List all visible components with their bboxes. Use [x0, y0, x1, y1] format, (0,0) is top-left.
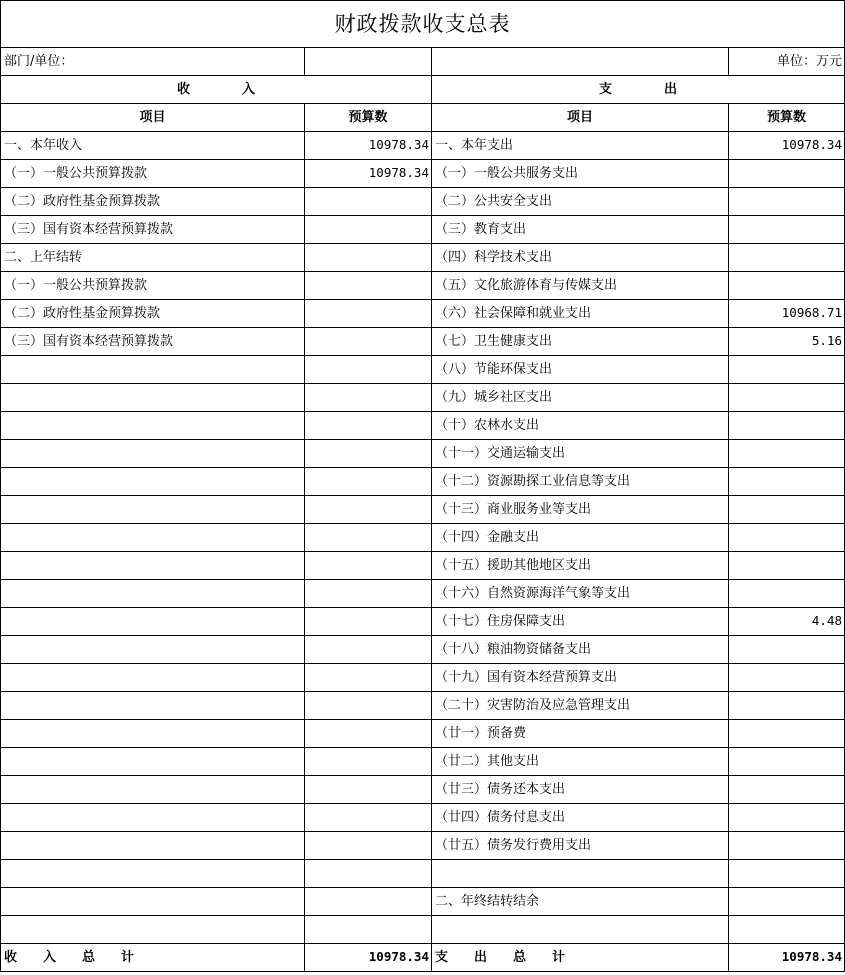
table-row	[1, 356, 845, 384]
income-item-cell	[1, 580, 305, 608]
expense-value-cell	[729, 216, 845, 244]
expense-item-cell: （廿一）预备费	[432, 720, 729, 748]
expense-value-cell	[729, 636, 845, 664]
expense-value-cell	[729, 552, 845, 580]
expense-value-cell	[729, 832, 845, 860]
income-item-cell	[1, 916, 305, 944]
income-item-cell	[1, 384, 305, 412]
expense-total-value: 10978.34	[729, 944, 845, 972]
income-value-cell: 10978.34	[305, 132, 432, 160]
income-value-cell: 10978.34	[305, 160, 432, 188]
expense-item-cell: （廿五）债务发行费用支出	[432, 832, 729, 860]
income-value-cell	[305, 496, 432, 524]
table-row	[1, 524, 845, 552]
expense-item-cell: （十九）国有资本经营预算支出	[432, 664, 729, 692]
income-budget-column-header: 预算数	[305, 104, 432, 132]
expense-item-cell: （十二）资源勘探工业信息等支出	[432, 468, 729, 496]
expense-item-cell: （二）公共安全支出	[432, 188, 729, 216]
expense-item-cell: （十七）住房保障支出	[432, 608, 729, 636]
expense-value-cell: 10968.71	[729, 300, 845, 328]
income-item-cell: （一）一般公共预算拨款	[1, 272, 305, 300]
expense-item-cell: （廿三）债务还本支出	[432, 776, 729, 804]
income-item-cell: （二）政府性基金预算拨款	[1, 300, 305, 328]
income-item-cell	[1, 748, 305, 776]
expense-item-cell: （五）文化旅游体育与传媒支出	[432, 272, 729, 300]
expense-item-cell: （十八）粮油物资储备支出	[432, 636, 729, 664]
expense-value-cell: 5.16	[729, 328, 845, 356]
table-row	[1, 384, 845, 412]
expense-value-cell: 10978.34	[729, 132, 845, 160]
expense-item-column-header: 项目	[432, 104, 729, 132]
expense-item-cell: （九）城乡社区支出	[432, 384, 729, 412]
income-item-cell: （三）国有资本经营预算拨款	[1, 216, 305, 244]
income-value-cell	[305, 244, 432, 272]
income-item-cell: （三）国有资本经营预算拨款	[1, 328, 305, 356]
table-row	[1, 160, 845, 188]
income-item-cell	[1, 356, 305, 384]
income-value-cell	[305, 776, 432, 804]
table-row	[1, 188, 845, 216]
expense-section-header: 支 出	[432, 76, 845, 104]
dept-label: 部门/单位：	[1, 48, 305, 76]
income-item-cell	[1, 664, 305, 692]
income-value-cell	[305, 412, 432, 440]
table-row	[1, 692, 845, 720]
income-item-cell: 二、上年结转	[1, 244, 305, 272]
income-value-cell	[305, 608, 432, 636]
income-item-cell	[1, 636, 305, 664]
totals-row	[1, 944, 845, 972]
expense-item-cell	[432, 860, 729, 888]
expense-value-cell	[729, 580, 845, 608]
income-item-cell	[1, 496, 305, 524]
income-value-cell	[305, 188, 432, 216]
expense-item-cell: （十四）金融支出	[432, 524, 729, 552]
expense-item-cell: 二、年终结转结余	[432, 888, 729, 916]
expense-item-cell: （四）科学技术支出	[432, 244, 729, 272]
expense-item-cell: （一）一般公共服务支出	[432, 160, 729, 188]
income-item-cell: （二）政府性基金预算拨款	[1, 188, 305, 216]
table-row	[1, 552, 845, 580]
expense-value-cell	[729, 776, 845, 804]
income-value-cell	[305, 832, 432, 860]
expense-item-cell: 一、本年支出	[432, 132, 729, 160]
expense-value-cell	[729, 664, 845, 692]
table-row	[1, 580, 845, 608]
expense-budget-column-header: 预算数	[729, 104, 845, 132]
income-item-cell	[1, 804, 305, 832]
table-row	[1, 916, 845, 944]
table-row	[1, 328, 845, 356]
expense-item-cell: （十五）援助其他地区支出	[432, 552, 729, 580]
expense-value-cell	[729, 692, 845, 720]
income-value-cell	[305, 720, 432, 748]
expense-value-cell: 4.48	[729, 608, 845, 636]
expense-total-label: 支 出 总 计	[432, 944, 729, 972]
expense-value-cell	[729, 160, 845, 188]
income-value-cell	[305, 300, 432, 328]
expense-item-cell: （六）社会保障和就业支出	[432, 300, 729, 328]
expense-item-cell: （十）农林水支出	[432, 412, 729, 440]
income-section-header: 收 入	[1, 76, 432, 104]
income-value-cell	[305, 636, 432, 664]
expense-value-cell	[729, 440, 845, 468]
expense-item-cell: （七）卫生健康支出	[432, 328, 729, 356]
table-row	[1, 496, 845, 524]
table-row	[1, 468, 845, 496]
table-row	[1, 888, 845, 916]
expense-value-cell	[729, 888, 845, 916]
income-value-cell	[305, 272, 432, 300]
table-row	[1, 300, 845, 328]
income-item-cell	[1, 552, 305, 580]
expense-item-cell	[432, 916, 729, 944]
table-row	[1, 216, 845, 244]
table-row	[1, 272, 845, 300]
income-value-cell	[305, 692, 432, 720]
table-row	[1, 860, 845, 888]
table-row	[1, 244, 845, 272]
income-item-cell	[1, 524, 305, 552]
income-value-cell	[305, 888, 432, 916]
expense-value-cell	[729, 244, 845, 272]
expense-value-cell	[729, 804, 845, 832]
table-row	[1, 748, 845, 776]
income-item-cell	[1, 412, 305, 440]
expense-item-cell: （三）教育支出	[432, 216, 729, 244]
income-value-cell	[305, 524, 432, 552]
income-item-cell	[1, 860, 305, 888]
expense-item-cell: （八）节能环保支出	[432, 356, 729, 384]
income-item-cell	[1, 468, 305, 496]
income-value-cell	[305, 804, 432, 832]
income-item-cell	[1, 440, 305, 468]
income-value-cell	[305, 216, 432, 244]
expense-item-cell: （廿二）其他支出	[432, 748, 729, 776]
blank-cell	[432, 48, 729, 76]
expense-item-cell: （十三）商业服务业等支出	[432, 496, 729, 524]
expense-item-cell: （十一）交通运输支出	[432, 440, 729, 468]
income-value-cell	[305, 468, 432, 496]
income-total-value: 10978.34	[305, 944, 432, 972]
income-value-cell	[305, 384, 432, 412]
income-item-cell	[1, 832, 305, 860]
expense-item-cell: （廿四）债务付息支出	[432, 804, 729, 832]
expense-item-cell: （二十）灾害防治及应急管理支出	[432, 692, 729, 720]
page-title: 财政拨款收支总表	[1, 1, 845, 48]
table-row	[1, 636, 845, 664]
table-row	[1, 412, 845, 440]
income-value-cell	[305, 748, 432, 776]
table-row	[1, 832, 845, 860]
income-item-cell: 一、本年收入	[1, 132, 305, 160]
expense-value-cell	[729, 412, 845, 440]
expense-value-cell	[729, 272, 845, 300]
income-value-cell	[305, 552, 432, 580]
table-row	[1, 804, 845, 832]
expense-value-cell	[729, 748, 845, 776]
table-row	[1, 608, 845, 636]
income-value-cell	[305, 860, 432, 888]
dept-value-cell[interactable]	[305, 48, 432, 76]
expense-value-cell	[729, 356, 845, 384]
income-item-cell	[1, 720, 305, 748]
expense-value-cell	[729, 860, 845, 888]
income-item-cell	[1, 608, 305, 636]
expense-value-cell	[729, 496, 845, 524]
income-item-column-header: 项目	[1, 104, 305, 132]
unit-label: 单位：万元	[729, 48, 845, 76]
table-row	[1, 664, 845, 692]
income-value-cell	[305, 580, 432, 608]
income-value-cell	[305, 664, 432, 692]
income-item-cell	[1, 888, 305, 916]
expense-value-cell	[729, 720, 845, 748]
income-item-cell: （一）一般公共预算拨款	[1, 160, 305, 188]
income-item-cell	[1, 776, 305, 804]
expense-value-cell	[729, 468, 845, 496]
income-total-label: 收 入 总 计	[1, 944, 305, 972]
income-value-cell	[305, 440, 432, 468]
table-row	[1, 132, 845, 160]
income-item-cell	[1, 692, 305, 720]
table-row	[1, 776, 845, 804]
expense-value-cell	[729, 188, 845, 216]
expense-value-cell	[729, 384, 845, 412]
table-row	[1, 440, 845, 468]
income-value-cell	[305, 328, 432, 356]
table-row	[1, 720, 845, 748]
expense-value-cell	[729, 916, 845, 944]
expense-value-cell	[729, 524, 845, 552]
income-value-cell	[305, 356, 432, 384]
expense-item-cell: （十六）自然资源海洋气象等支出	[432, 580, 729, 608]
income-value-cell	[305, 916, 432, 944]
